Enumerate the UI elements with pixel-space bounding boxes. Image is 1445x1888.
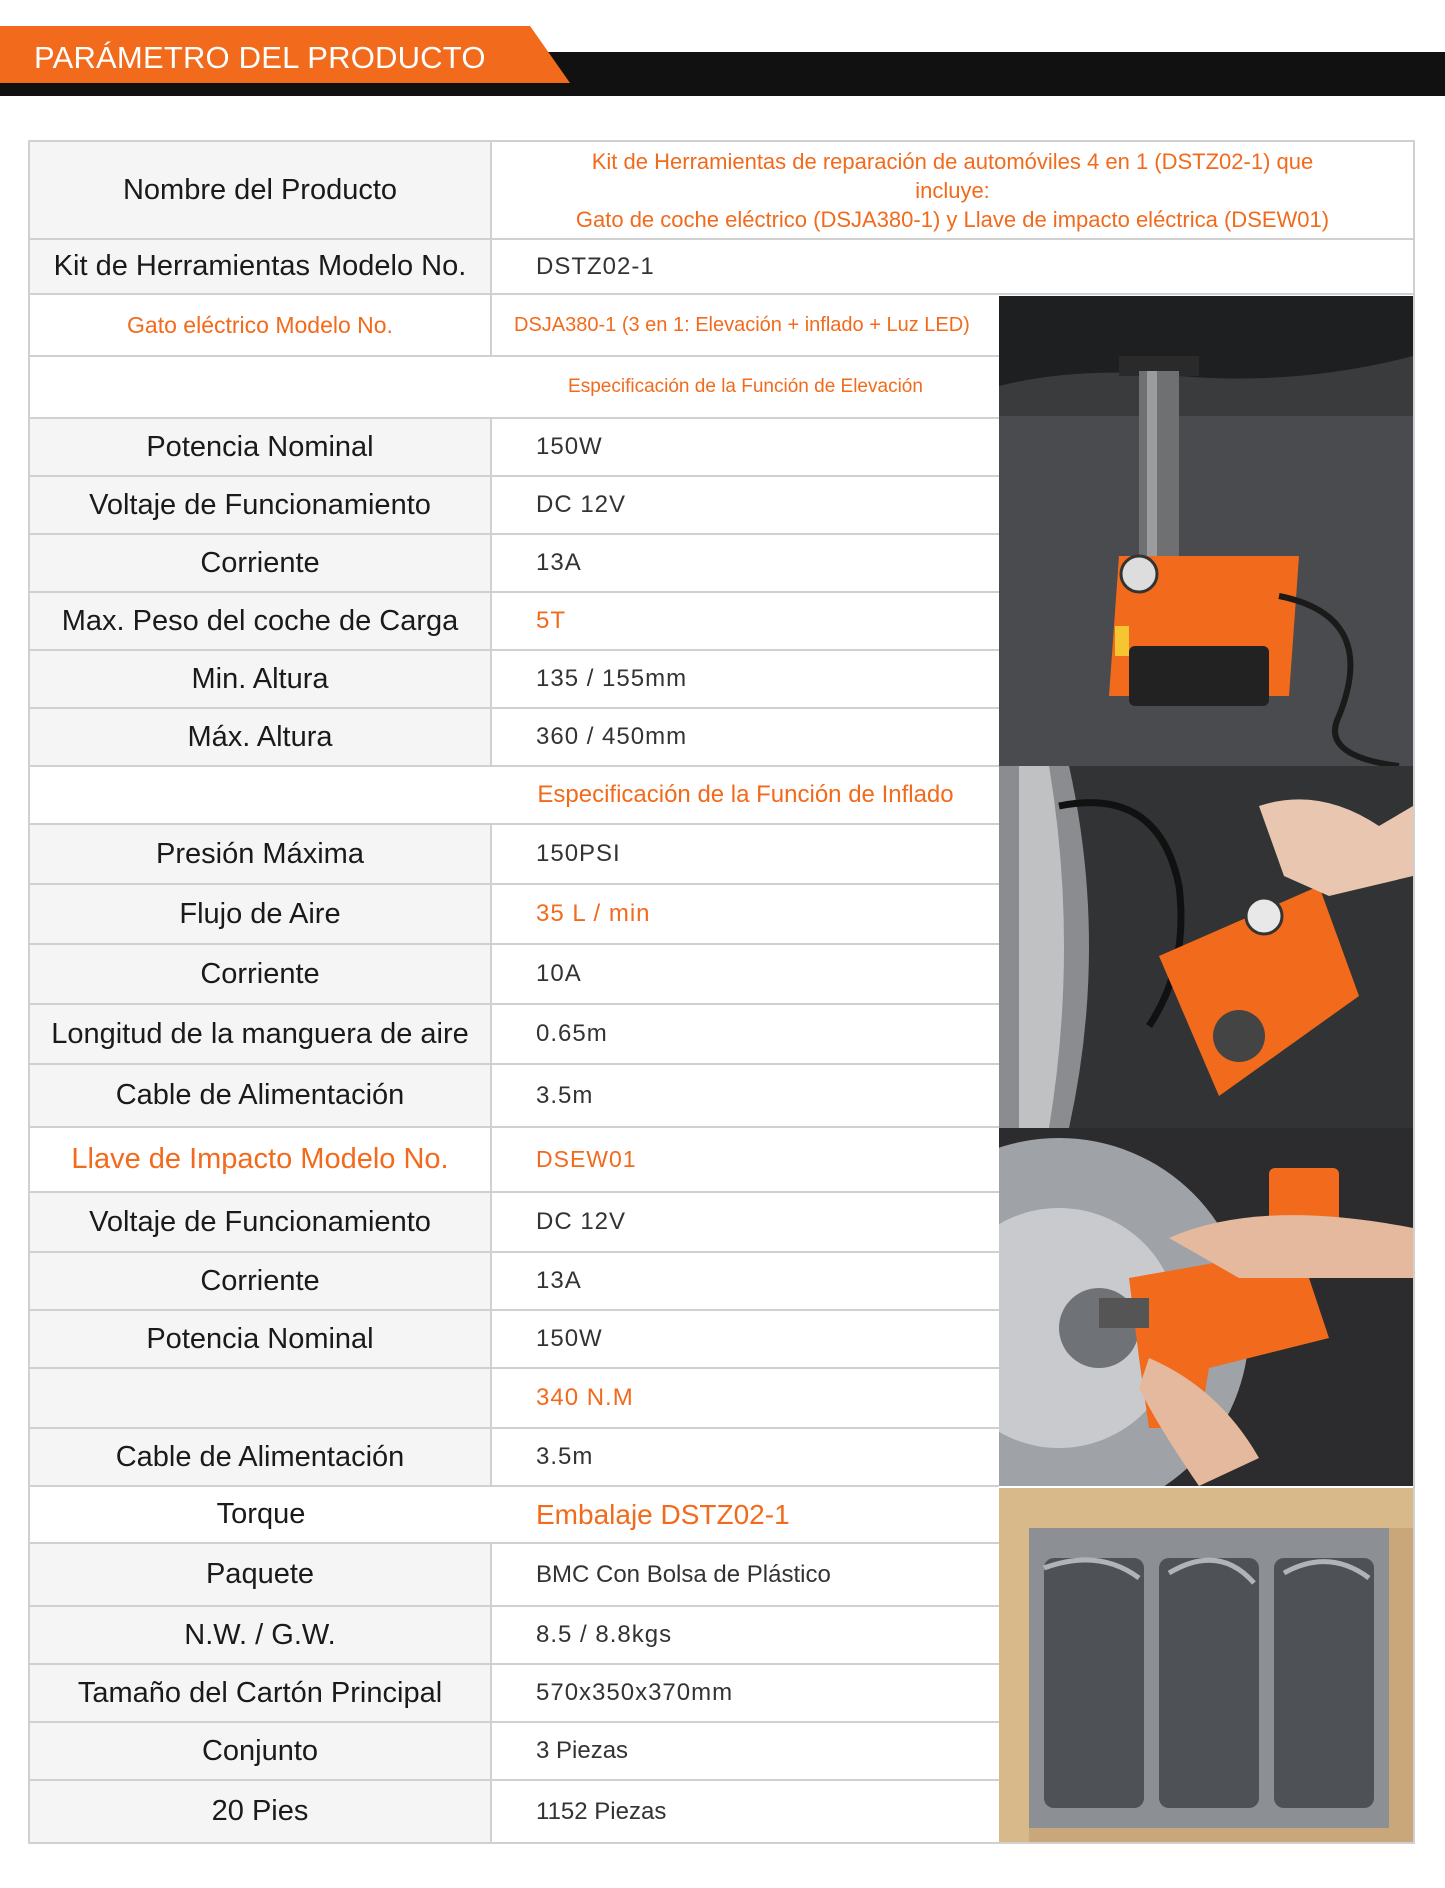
table-row: [30, 477, 999, 535]
row-value: 35 L / min: [536, 900, 651, 927]
row-value: 3 Piezas: [536, 1737, 629, 1764]
section-row-lift: [30, 357, 999, 419]
row-label: Llave de Impacto Modelo No.: [30, 1128, 492, 1191]
row-value: 3.5m: [536, 1443, 594, 1470]
table-row: [30, 1065, 999, 1128]
row-value: 5T: [536, 607, 567, 634]
packaging-photo: [999, 1488, 1413, 1842]
row-value: DSJA380-1 (3 en 1: Elevación + inflado + Luz LED): [514, 313, 970, 336]
row-label: Kit de Herramientas Modelo No.: [30, 240, 492, 293]
row-value: 150W: [536, 1325, 603, 1352]
row-value: DC 12V: [536, 491, 627, 518]
table-row: [30, 825, 999, 885]
table-row: [30, 1369, 999, 1429]
table-row: [30, 535, 999, 593]
table-row: [30, 1429, 999, 1487]
row-label: Nombre del Producto: [30, 142, 492, 238]
row-value: 13A: [536, 1267, 582, 1294]
row-value: DC 12V: [536, 1208, 627, 1235]
table-row: [30, 1665, 999, 1723]
row-label: Presión Máxima: [30, 825, 492, 883]
row-value: 570x350x370mm: [536, 1679, 734, 1706]
row-label: Flujo de Aire: [30, 885, 492, 943]
table-row: [30, 1781, 999, 1842]
row-value: 10A: [536, 960, 582, 987]
row-label: 20 Pies: [30, 1781, 492, 1842]
inflating-photo: [999, 766, 1413, 1128]
row-label: N.W. / G.W.: [30, 1607, 492, 1663]
section-title: Especificación de la Función de Elevación: [568, 376, 923, 397]
table-row-jack-model: [30, 295, 999, 357]
row-label: Tamaño del Cartón Principal: [30, 1665, 492, 1721]
row-label: [30, 1369, 492, 1427]
row-label: Corriente: [30, 945, 492, 1003]
row-label: Potencia Nominal: [30, 1311, 492, 1367]
table-row-torque: [30, 1487, 999, 1544]
row-label: Gato eléctrico Modelo No.: [30, 295, 492, 355]
row-value: 150W: [536, 433, 603, 460]
row-value: 1152 Piezas: [536, 1797, 667, 1825]
table-row: [30, 1005, 999, 1065]
table-row-product-name: [30, 142, 1413, 240]
row-label: Voltaje de Funcionamiento: [30, 1193, 492, 1251]
table-row: [30, 1253, 999, 1311]
row-value: DSEW01: [536, 1146, 637, 1172]
table-row: [30, 651, 999, 709]
table-row: [30, 945, 999, 1005]
row-label: Corriente: [30, 1253, 492, 1309]
table-row: [30, 1544, 999, 1607]
table-row: [30, 419, 999, 477]
row-label: Min. Altura: [30, 651, 492, 707]
table-row: [30, 1723, 999, 1781]
table-row-kit-model: [30, 240, 1413, 295]
row-value: 340 N.M: [536, 1384, 634, 1411]
row-value: 0.65m: [536, 1020, 608, 1047]
row-label: Cable de Alimentación: [30, 1065, 492, 1126]
product-name-value: Kit de Herramientas de reparación de automóviles 4 en 1 (DSTZ02-1) que incluye: Gato de coche eléctrico (DSJA380-1) y Llave de impacto eléctrica (DSEW01): [575, 148, 1330, 232]
row-value: DSTZ02-1: [536, 252, 655, 280]
row-value: 13A: [536, 549, 582, 576]
impact-wrench-photo: [999, 1128, 1413, 1486]
row-value: 150PSI: [536, 840, 621, 867]
table-row: [30, 709, 999, 767]
row-label: Cable de Alimentación: [30, 1429, 492, 1485]
table-row: [30, 1607, 999, 1665]
row-label: Longitud de la manguera de aire: [30, 1005, 492, 1063]
row-value: 360 / 450mm: [536, 723, 688, 750]
row-label: Potencia Nominal: [30, 419, 492, 475]
row-value: 3.5m: [536, 1081, 594, 1109]
section-row-inflate: [30, 767, 999, 825]
row-label: Paquete: [30, 1544, 492, 1605]
table-row: [30, 593, 999, 651]
table-row-wrench-model: [30, 1128, 999, 1193]
row-label: Voltaje de Funcionamiento: [30, 477, 492, 533]
section-title: Especificación de la Función de Inflado: [537, 781, 954, 808]
row-value: BMC Con Bolsa de Plástico: [536, 1560, 831, 1588]
table-row: [30, 1193, 999, 1253]
row-label: Corriente: [30, 535, 492, 591]
row-value: 135 / 155mm: [536, 665, 688, 692]
row-label: Max. Peso del coche de Carga: [30, 593, 492, 649]
jack-lifting-photo: [999, 296, 1413, 766]
section-title: Embalaje DSTZ02-1: [536, 1498, 790, 1530]
row-label: Conjunto: [30, 1723, 492, 1779]
page-title: PARÁMETRO DEL PRODUCTO: [34, 40, 486, 75]
table-row: [30, 885, 999, 945]
row-label: Torque: [30, 1487, 492, 1542]
row-label: Máx. Altura: [30, 709, 492, 765]
row-value: 8.5 / 8.8kgs: [536, 1621, 673, 1648]
table-row: [30, 1311, 999, 1369]
